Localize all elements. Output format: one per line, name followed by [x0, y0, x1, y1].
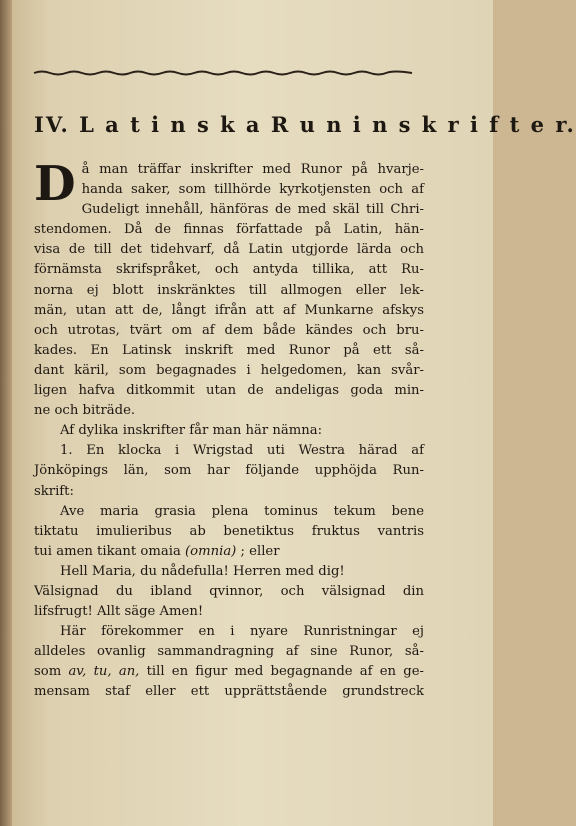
- text-line: å man träffar inskrifter med Runor på hvarje-: [81, 162, 424, 177]
- margin-bleed-through: [0, 230, 12, 570]
- text-line: kades. En Latinsk inskrift med Runor på ett så-: [34, 342, 424, 358]
- text-line: Jönköpings län, som har följande upphöjda Run-: [34, 463, 424, 479]
- text-line: dant käril, som begagnades i helgedomen, kan svår-: [34, 362, 424, 378]
- text-line: ne och biträde.: [34, 403, 136, 419]
- text-line: [34, 542, 424, 562]
- text-line: Här förekommer en i nyare Runristningar ej: [60, 624, 424, 640]
- text-line: Hell Maria, du nådefulla! Herren med dig!: [60, 563, 345, 579]
- translation: [34, 562, 424, 622]
- text-line: stendomen. Då de finnas författade på Latin, hän-: [34, 222, 424, 238]
- drop-cap: D: [34, 156, 76, 212]
- runic-inscription: [34, 502, 424, 562]
- text-line: Ave maria grasia plena tominus tekum bene: [60, 503, 424, 519]
- example-ligature: av,: [68, 664, 87, 680]
- text-line: män, utan att de, långt ifrån att af Munkarne afskys: [34, 302, 424, 318]
- example-ligature: an,: [118, 664, 140, 680]
- text-line: Välsignad du ibland qvinnor, och välsignad din: [34, 583, 424, 599]
- text-line: ligen hafva ditkommit utan de andeligas goda min-: [34, 383, 424, 399]
- text-line: mensam staf eller ett upprättstående grundstreck: [34, 684, 424, 700]
- text-line: visa de till det tidehvarf, då Latin utgjorde lärda och: [34, 242, 424, 258]
- paragraph-ligatures: [34, 622, 424, 702]
- inscription-gloss: (omnia): [185, 543, 237, 559]
- section-heading: IV. L a t i n s k a R u n i n s k r i f t e r.: [34, 112, 576, 137]
- page-text: [34, 112, 576, 703]
- text-line: norna ej blott inskränktes till allmogen eller lek-: [34, 282, 424, 298]
- text-line: lifsfrugt! Allt säge Amen!: [34, 604, 204, 620]
- text-line: skrift:: [34, 483, 74, 499]
- inscription-text: tui amen tikant omaia: [34, 543, 181, 559]
- paragraph-examples-intro: Af dylika inskrifter får man här nämna:: [60, 423, 323, 439]
- paragraph-intro: [34, 156, 424, 421]
- text-line: Gudeligt innehåll, hänföras de med skäl till Chri-: [81, 202, 424, 218]
- text-fragment: till en figur med begagnande af en ge-: [146, 664, 424, 680]
- text-line: förnämsta skrifspråket, och antyda tillika, att Ru-: [34, 262, 424, 278]
- text-line: [34, 662, 424, 682]
- text-line: tiktatu imulieribus ab benetiktus fruktus vantris: [34, 523, 424, 539]
- example-ligature: tu,: [93, 664, 112, 680]
- text-line: handa saker, som tillhörde kyrkotjensten och af: [81, 182, 424, 198]
- inscription-text: ; eller: [240, 543, 280, 559]
- text-line: alldeles ovanlig sammandragning af sine Runor, så-: [34, 644, 424, 660]
- text-line: och utrotas, tvärt om af dem både kändes och bru-: [34, 322, 424, 338]
- item-1: [34, 441, 424, 501]
- text-line: 1. En klocka i Wrigstad uti Westra härad af: [60, 443, 424, 459]
- text-fragment: som: [34, 664, 62, 680]
- ornamental-rule: [34, 70, 412, 76]
